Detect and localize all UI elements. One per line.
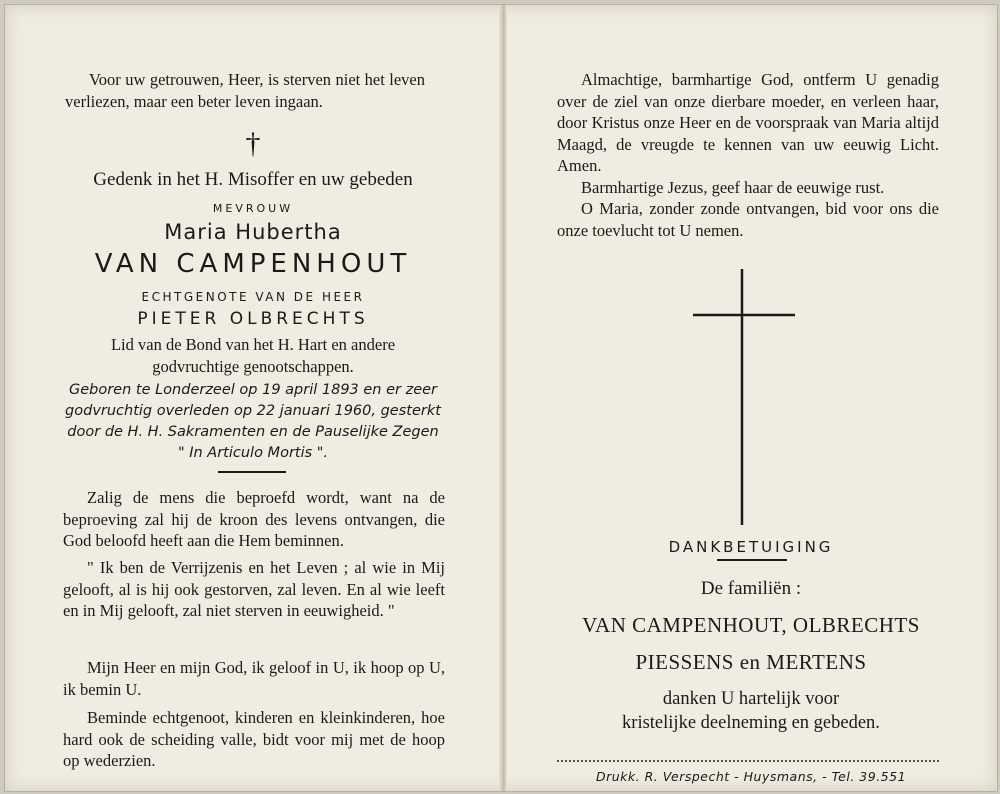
families-line-2: PIESSENS en MERTENS [635, 650, 867, 674]
thanks-line-2: kristelijke deelneming en gebeden. [622, 713, 880, 733]
birth-line-4: " In Articulo Mortis ". [177, 445, 329, 461]
heading-underline [717, 559, 787, 561]
given-names: Maria Hubertha [164, 220, 342, 244]
thanks-line-1: danken U hartelijk voor [662, 689, 840, 709]
mercy-prayer: Barmhartige Jezus, geef haar de eeuwige rust. [581, 178, 885, 197]
left-panel [5, 5, 501, 791]
thanks-heading: DANKBETUIGING [668, 538, 834, 556]
surname: VAN CAMPENHOUT [94, 249, 412, 279]
scripture-paragraph: Zalig de mens die beproefd wordt, want na de beproeving zal hij de kroon des levens ontvangen, die God beloofd heeft aan die Hem beminnen. [63, 488, 445, 550]
birth-line-3: door de H. H. Sakramenten en de Pauselijke Zegen [67, 424, 439, 440]
dotted-separator [557, 760, 939, 762]
divider [218, 471, 286, 473]
farewell-paragraph: Beminde echtgenoot, kinderen en kleinkinderen, hoe hard ook de scheiding valle, bidt voor mij met de hoop op wederzien. [63, 708, 445, 770]
right-panel [505, 5, 997, 791]
intro-text: Voor uw getrouwen, Heer, is sterven niet het leven verliezen, maar een beter leven ingaan. [65, 70, 425, 111]
membership-line-1: Lid van de Bond van het H. Hart en andere [110, 335, 396, 354]
memorial-card [4, 4, 998, 792]
remembrance-line: Gedenk in het H. Misoffer en uw gebeden [93, 169, 413, 190]
spouse-name: PIETER OLBRECHTS [137, 309, 369, 329]
birth-line-2: godvruchtig overleden op 22 januari 1960, gesterkt [65, 403, 441, 419]
membership-line-2: godvruchtige genootschappen. [152, 357, 354, 376]
birth-line-1: Geboren te Londerzeel op 19 april 1893 en er zeer [68, 382, 438, 398]
printer-credit: Drukk. R. Verspecht - Huysmans, - Tel. 39.551 [595, 769, 907, 784]
large-cross-icon [685, 269, 795, 525]
cross-icon: † [245, 127, 261, 160]
prayer-paragraph: Almachtige, barmhartige God, ontferm U genadig over de ziel van onze dierbare moeder, en verleen haar, door Kristus onze Heer en de voorspraak van Maria altijd Maagd, de vreugde te kennen van uw eeuwig Licht. Amen. [557, 70, 939, 175]
spouse-line: ECHTGENOTE VAN DE HEER [141, 290, 365, 304]
title-prefix: MEVROUW [212, 202, 294, 215]
families-line-1: VAN CAMPENHOUT, OLBRECHTS [582, 613, 920, 637]
mary-prayer: O Maria, zonder zonde ontvangen, bid voor ons die onze toevlucht tot U nemen. [557, 199, 939, 240]
resurrection-paragraph: " Ik ben de Verrijzenis en het Leven ; al wie in Mij gelooft, al is hij ook gestorven, zal leven. En al wie leeft en in Mij gelooft, zal niet sterven in eeuwigheid. " [63, 558, 445, 620]
faith-paragraph: Mijn Heer en mijn God, ik geloof in U, ik hoop op U, ik bemin U. [63, 658, 445, 699]
families-intro: De familiën : [700, 578, 802, 599]
